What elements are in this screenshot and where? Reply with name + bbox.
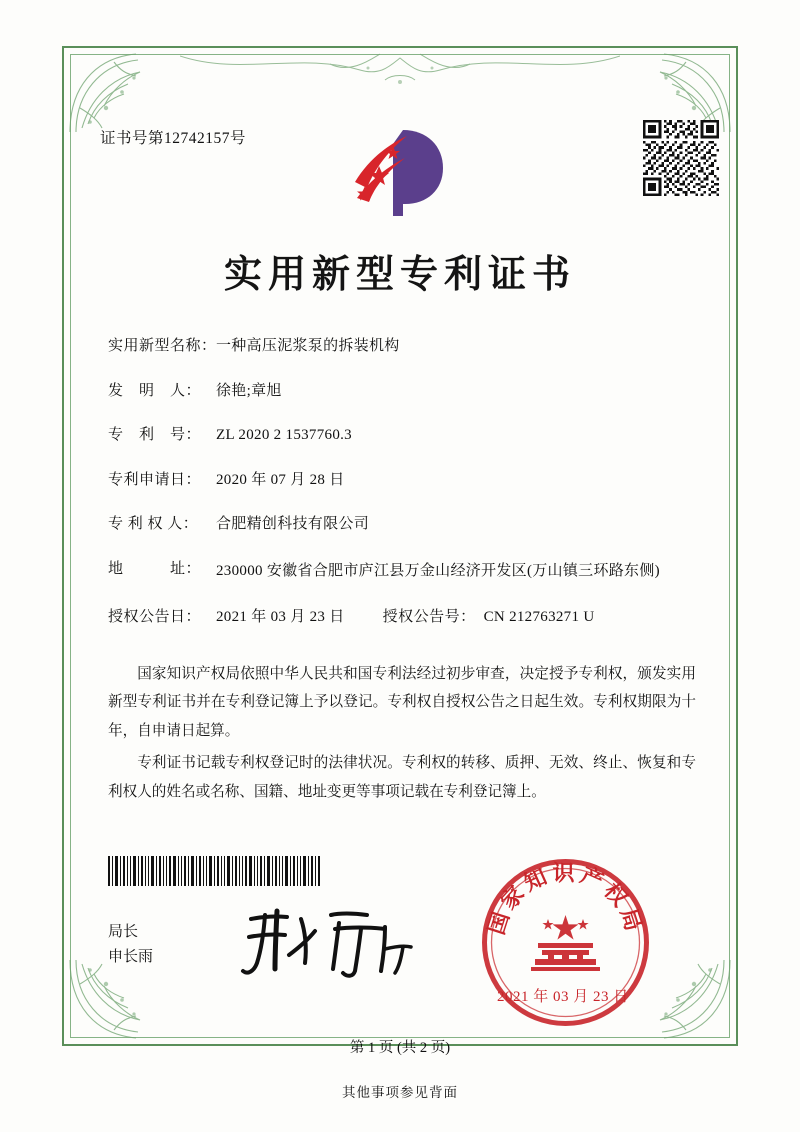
- certificate-number: 证书号第12742157号: [100, 130, 247, 147]
- field-label: 发 明 人：: [108, 382, 202, 399]
- field-row-inventor: [108, 380, 698, 403]
- director-name: 申长雨: [108, 948, 154, 965]
- corner-ornament-icon: [64, 48, 174, 138]
- field-row-utility-model-name: [108, 335, 698, 358]
- field-value: 合肥精创科技有限公司: [216, 516, 370, 532]
- field-row-patent-number: [108, 424, 698, 447]
- legal-text: [108, 660, 696, 810]
- field-label: 实用新型名称：: [108, 338, 217, 354]
- field-row-publication: [108, 606, 698, 629]
- footnote: 其他事项参见背面: [342, 1085, 458, 1100]
- page-title: 实用新型专利证书: [223, 254, 576, 296]
- field-row-patentee: [108, 513, 698, 536]
- page-number: 第 1 页 (共 2 页): [349, 1040, 451, 1056]
- cnipa-logo-icon: [345, 120, 460, 225]
- publication-date-group: [108, 606, 345, 629]
- seal-date: 2021 年 03 月 23 日: [497, 989, 629, 1005]
- svg-text:国家知识产权局: 国家知识产权局: [483, 860, 648, 938]
- director-signature-icon: [235, 905, 425, 980]
- field-value: 2020 年 07 月 28 日: [216, 471, 345, 488]
- legal-paragraph-2: 专利证书记载专利权登记时的法律状况。专利权的转移、质押、无效、终止、恢复和专利权人的姓名或名称、国籍、地址变更等事项记载在专利登记簿上。: [108, 755, 696, 800]
- field-row-address: [108, 558, 698, 584]
- field-label: 专 利 号：: [108, 427, 202, 443]
- field-value: 230000 安徽省合肥市庐江县万金山经济开发区(万山镇三环路东侧): [216, 562, 660, 579]
- publication-date-label: 授权公告日：: [108, 608, 202, 625]
- field-value: ZL 2020 2 1537760.3: [216, 427, 352, 443]
- publication-number-label: 授权公告号：: [382, 608, 476, 625]
- publication-date-value: 2021 年 03 月 23 日: [216, 608, 345, 625]
- barcode-icon: [108, 856, 320, 886]
- field-label: 地 址：: [108, 560, 202, 577]
- field-label: 专 利 权 人：: [108, 516, 199, 532]
- legal-paragraph-1: 国家知识产权局依照中华人民共和国专利法经过初步审查，决定授予专利权，颁发实用新型专利证书并在专利登记簿上予以登记。专利权自授权公告之日起生效。专利权期限为十年，自申请日起算。: [108, 666, 696, 739]
- field-row-application-date: [108, 469, 698, 492]
- field-value: 一种高压泥浆泵的拆装机构: [216, 338, 400, 354]
- director-label: 局长: [108, 924, 139, 940]
- field-label: 专利申请日：: [108, 471, 202, 488]
- qr-code-icon: [643, 120, 719, 196]
- field-value: 徐艳;章旭: [216, 382, 282, 399]
- publication-number-value: CN 212763271 U: [483, 608, 595, 625]
- director-block: [108, 920, 153, 970]
- certificate-fields: [108, 335, 698, 642]
- top-edge-ornament-icon: [180, 50, 620, 90]
- publication-number-group: [383, 606, 595, 629]
